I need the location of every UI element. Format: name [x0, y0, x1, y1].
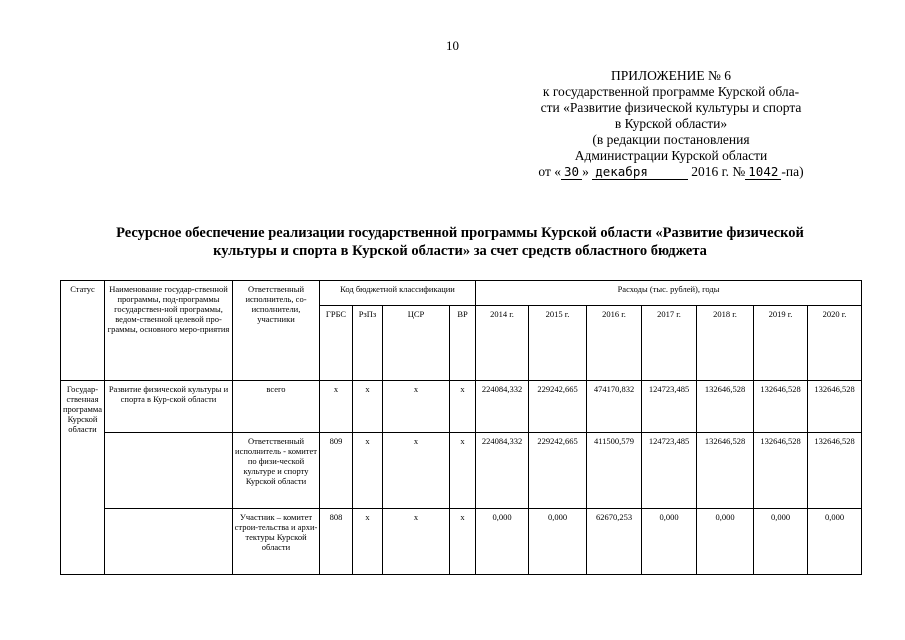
header-csr: ЦСР	[383, 306, 450, 381]
appendix-line: Администрации Курской области	[574, 148, 768, 163]
rzpr-cell: х	[353, 509, 383, 575]
csr-cell: х	[383, 509, 450, 575]
date-prefix: от «	[538, 164, 561, 179]
date-mid: »	[582, 164, 589, 179]
header-code-group: Код бюджетной классификации	[320, 281, 476, 306]
document-title	[60, 224, 860, 260]
appendix-date-line	[511, 164, 831, 180]
date-day: 30	[561, 164, 582, 180]
vr-cell: х	[450, 381, 476, 433]
program-name-cell: Развитие физической культуры и спорта в Кур-ской области	[105, 381, 233, 433]
header-executor: Ответственный исполнитель, со-исполнители, участники	[233, 281, 320, 381]
value-cell: 132646,528	[808, 433, 862, 509]
header-year: 2014 г.	[476, 306, 529, 381]
executor-cell: Участник – комитет строи-тельства и архи-тектуры Курской области	[233, 509, 320, 575]
appendix-line: (в редакции постановления	[592, 132, 750, 147]
value-cell: 132646,528	[754, 433, 808, 509]
rzpr-cell: х	[353, 433, 383, 509]
value-cell: 0,000	[642, 509, 697, 575]
header-rzpr: РзПз	[353, 306, 383, 381]
date-year: 2016 г. №	[691, 164, 746, 179]
header-vr: ВР	[450, 306, 476, 381]
header-year: 2019 г.	[754, 306, 808, 381]
header-expenses-group: Расходы (тыс. рублей), годы	[476, 281, 862, 306]
value-cell: 0,000	[754, 509, 808, 575]
value-cell: 132646,528	[754, 381, 808, 433]
appendix-line: в Курской области»	[614, 116, 728, 131]
table-row	[61, 433, 862, 509]
csr-cell: х	[383, 433, 450, 509]
header-status: Статус	[61, 281, 105, 381]
value-cell: 229242,665	[529, 381, 587, 433]
executor-cell: всего	[233, 381, 320, 433]
appendix-heading: ПРИЛОЖЕНИЕ № 6	[610, 68, 732, 83]
value-cell: 411500,579	[587, 433, 642, 509]
header-year: 2016 г.	[587, 306, 642, 381]
decree-suffix: -па)	[781, 164, 804, 179]
value-cell: 0,000	[697, 509, 754, 575]
csr-cell: х	[383, 381, 450, 433]
appendix-line: сти «Развитие физической культуры и спорта	[540, 100, 802, 115]
value-cell: 132646,528	[808, 381, 862, 433]
header-grbs: ГРБС	[320, 306, 353, 381]
resource-table	[60, 280, 862, 575]
value-cell: 224084,332	[476, 381, 529, 433]
value-cell: 132646,528	[697, 433, 754, 509]
header-year: 2015 г.	[529, 306, 587, 381]
value-cell: 224084,332	[476, 433, 529, 509]
value-cell: 474170,832	[587, 381, 642, 433]
title-line: Ресурсное обеспечение реализации государственной программы Курской области «Развитие физической	[116, 225, 804, 241]
executor-cell: Ответственный исполнитель - комитет по физи-ческой культуре и спорту Курской области	[233, 433, 320, 509]
page-number: 10	[446, 38, 459, 53]
vr-cell: х	[450, 509, 476, 575]
appendix-line: к государственной программе Курской обла-	[542, 84, 800, 99]
title-line: культуры и спорта в Курской области» за счет средств областного бюджета	[213, 243, 707, 259]
rzpr-cell: х	[353, 381, 383, 433]
header-year: 2017 г.	[642, 306, 697, 381]
value-cell: 62670,253	[587, 509, 642, 575]
empty-name-cell	[105, 509, 233, 575]
appendix-block	[511, 68, 831, 180]
value-cell: 0,000	[529, 509, 587, 575]
value-cell: 229242,665	[529, 433, 587, 509]
value-cell: 0,000	[476, 509, 529, 575]
table-row	[61, 509, 862, 575]
value-cell: 132646,528	[697, 381, 754, 433]
date-month: декабря	[592, 164, 688, 180]
status-cell: Государ-ственная программа Курской области	[61, 381, 105, 575]
vr-cell: х	[450, 433, 476, 509]
grbs-cell: 809	[320, 433, 353, 509]
value-cell: 124723,485	[642, 381, 697, 433]
header-year: 2018 г.	[697, 306, 754, 381]
value-cell: 0,000	[808, 509, 862, 575]
value-cell: 124723,485	[642, 433, 697, 509]
table-row	[61, 381, 862, 433]
empty-name-cell	[105, 433, 233, 509]
header-name: Наименование государ-ственной программы, под-программы государствен-ной программы, ведом-ственной целевой про-граммы, основного меро-приятия	[105, 281, 233, 381]
grbs-cell: 808	[320, 509, 353, 575]
header-year: 2020 г.	[808, 306, 862, 381]
grbs-cell: х	[320, 381, 353, 433]
decree-number: 1042	[745, 164, 781, 180]
